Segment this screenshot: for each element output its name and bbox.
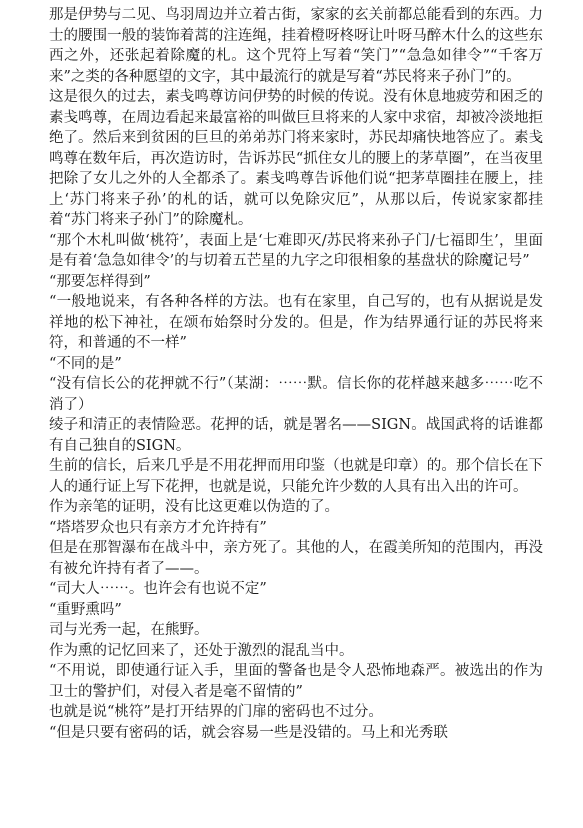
paragraph: 生前的信长，后来几乎是不用花押而用印鉴（也就是印章）的。那个信长在下人的通行证上写下花押，也就是说，只能允许少数的人具有出入出的许可。 xyxy=(49,458,543,495)
paragraph: 这是很久的过去，素戋鸣尊访问伊势的时候的传说。没有休息地疲劳和困乏的素戋鸣尊，在周边看起来最富裕的叫做巨旦将来的人家中求宿，却被冷淡地拒绝了。然后来到贫困的巨旦的弟弟苏门将来家时，苏民却痛快地答应了。素戋鸣尊在数年后，再次造访时，告诉苏民“抓住女儿的腰上的茅草圈”，在当夜里把除了女儿之外的人全都杀了。素戋鸣尊告诉他们说“把茅草圈挂在腰上，挂上‘苏门将来子孙’的札的话，就可以免除灾厄”，从那以后，传说家家都挂着“苏门将来子孙门”的除魔札。 xyxy=(49,89,543,228)
paragraph: “一般地说来，有各种各样的方法。也有在家里，自己写的，也有从据说是发祥地的松下神社，在颂布始祭时分发的。但是，作为结界通行证的苏民将来符，和普通的不一样” xyxy=(49,294,543,351)
paragraph: “重野熏吗” xyxy=(49,601,122,618)
paragraph: “不用说，即使通行证入手，里面的警备也是令人恐怖地森严。被选出的作为卫士的警护们，对侵入者是毫不留情的” xyxy=(49,663,543,700)
paragraph: 那是伊势与二见、鸟羽周边并立着古街，家家的玄关前都总能看到的东西。力士的腰围一般的装饰着蒿的注连绳，挂着橙呀柊呀让叶呀马醉木什么的这些东西之外，还张起着除魔的札。这个咒符上写着“笑门”“急急如律令”“千客万来”之类的各种愿望的文字，其中最流行的就是写着“苏民将来子孙门”的。 xyxy=(49,7,543,85)
paragraph: 绫子和清正的表情险恶。花押的话，就是署名——SIGN。战国武将的话谁都有自己独自的SIGN。 xyxy=(49,417,543,454)
body-text xyxy=(49,5,543,743)
paragraph: 但是在那智瀑布在战斗中，亲方死了。其他的人，在霞美所知的范围内，再没有被允许持有者了——。 xyxy=(49,540,543,577)
paragraph: 司与光秀一起，在熊野。 xyxy=(49,622,209,638)
paragraph: 作为亲笔的证明，没有比这更难以伪造的了。 xyxy=(49,499,339,515)
paragraph: “不同的是” xyxy=(49,355,122,372)
paragraph: “那要怎样得到” xyxy=(49,273,151,290)
paragraph: “但是只要有密码的话，就会容易一些是没错的。马上和光秀联 xyxy=(49,724,448,741)
paragraph: “那个木札叫做‘桃符’，表面上是‘七难即灭/苏民将来孙子门/七福即生’，里面是有着‘急急如律令’的与切着五芒星的九字之印很相象的基盘状的除魔记号” xyxy=(49,232,543,269)
paragraph: “没有信长公的花押就不行”（某湖：⋯⋯默。信长你的花样越来越多⋯⋯吃不消了） xyxy=(49,376,543,413)
paragraph: 作为熏的记忆回来了，还处于激烈的混乱当中。 xyxy=(49,642,354,659)
paragraph: “塔塔罗众也只有亲方才允许持有” xyxy=(49,519,267,536)
paragraph: “司大人⋯⋯。也许会有也说不定” xyxy=(49,581,267,597)
paragraph: 也就是说“桃符”是打开结界的门扉的密码也不过分。 xyxy=(49,704,383,720)
